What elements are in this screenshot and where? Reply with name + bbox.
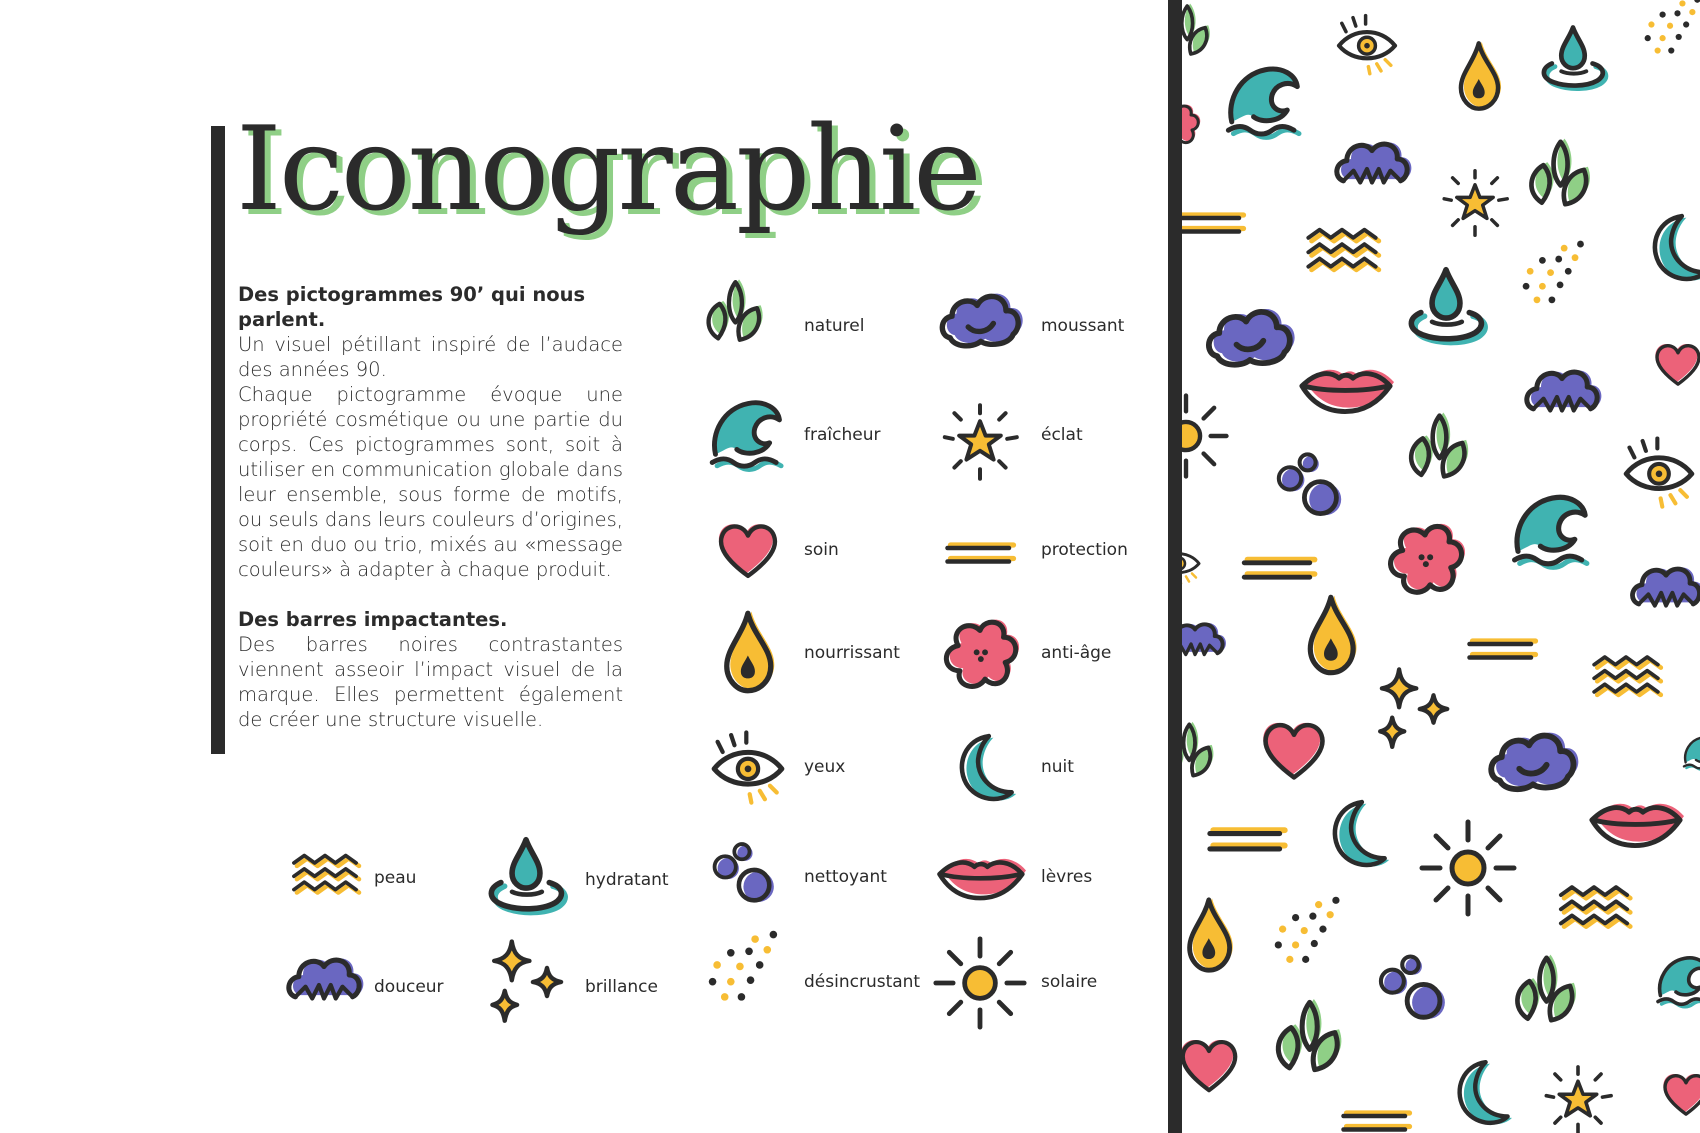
icon-label-hydratant: hydratant bbox=[585, 870, 669, 890]
pattern-dots-icon bbox=[1522, 240, 1590, 308]
pattern-sun-icon bbox=[1418, 818, 1518, 918]
oil-drop-icon bbox=[716, 608, 778, 696]
pattern-moon-icon bbox=[1640, 210, 1700, 286]
icon-label-anti-age: anti-âge bbox=[1041, 643, 1112, 663]
heart-icon bbox=[712, 514, 784, 586]
icon-label-naturel: naturel bbox=[804, 316, 865, 336]
eye-icon bbox=[704, 730, 792, 806]
bubbles-icon bbox=[710, 838, 786, 914]
pattern-double-bar-icon bbox=[1464, 632, 1544, 662]
pattern-lips-icon bbox=[1586, 796, 1684, 848]
icon-pattern-panel bbox=[1182, 0, 1700, 1133]
pattern-cotton-icon bbox=[1626, 556, 1700, 620]
pattern-star-burst-icon bbox=[1542, 1064, 1614, 1133]
pattern-zigzag-waves-icon bbox=[1588, 654, 1664, 704]
pattern-water-drop-icon bbox=[1394, 266, 1498, 346]
lips-icon bbox=[934, 852, 1026, 900]
pattern-wave-icon bbox=[1652, 950, 1700, 1010]
pattern-oil-drop-icon bbox=[1300, 592, 1360, 678]
icon-label-eclat: éclat bbox=[1041, 425, 1083, 445]
pattern-double-bar-icon bbox=[1182, 206, 1250, 236]
sparkles-icon bbox=[484, 938, 566, 1026]
pattern-leaves-icon bbox=[1182, 718, 1220, 782]
pattern-double-bar-icon bbox=[1338, 1104, 1418, 1133]
page-title: Iconographie bbox=[236, 102, 979, 237]
pattern-leaves-icon bbox=[1182, 0, 1216, 60]
pattern-lips-icon bbox=[1296, 362, 1394, 414]
cloud-icon bbox=[934, 282, 1024, 354]
intro-paragraph-visual: Un visuel pétillant inspiré de l’audace des années 90. bbox=[238, 333, 623, 381]
icon-label-levres: lèvres bbox=[1041, 867, 1093, 887]
pattern-moon-icon bbox=[1446, 1056, 1512, 1130]
pattern-cloud-icon bbox=[1482, 720, 1580, 798]
leaves-icon bbox=[698, 275, 770, 347]
pattern-cotton-icon bbox=[1520, 358, 1604, 426]
intro-paragraph-bars: Des barres noires contrastantes viennent asseoir l’impact visuel de la marque. Elles permettent également de créer une structure visuelle. bbox=[238, 633, 623, 731]
intro-heading-bars: Des barres impactantes. bbox=[238, 608, 508, 631]
pattern-sparkles-icon bbox=[1372, 666, 1452, 752]
pattern-moon-icon bbox=[1320, 796, 1390, 872]
pattern-leaves-icon bbox=[1266, 994, 1350, 1078]
pattern-dots-icon bbox=[1642, 0, 1700, 58]
pattern-sun-icon bbox=[1182, 392, 1230, 480]
pattern-oil-drop-icon bbox=[1182, 892, 1236, 978]
icon-label-solaire: solaire bbox=[1041, 972, 1098, 992]
wave-icon bbox=[704, 392, 786, 474]
pattern-eye-icon bbox=[1332, 12, 1402, 78]
pattern-double-bar-icon bbox=[1204, 820, 1294, 854]
intro-text bbox=[238, 282, 623, 732]
intro-heading-pictograms: Des pictogrammes 90’ qui nous parlent. bbox=[238, 283, 586, 331]
pattern-water-drop-icon bbox=[1530, 20, 1616, 96]
pattern-flower-icon bbox=[1182, 100, 1202, 150]
pattern-leaves-icon bbox=[1520, 134, 1598, 212]
dots-icon bbox=[706, 930, 786, 1006]
pattern-star-burst-icon bbox=[1440, 168, 1510, 238]
pattern-oil-drop-icon bbox=[1452, 38, 1504, 114]
pattern-wave-icon bbox=[1680, 732, 1700, 772]
icon-label-soin: soin bbox=[804, 540, 839, 560]
zigzag-waves-icon bbox=[288, 852, 362, 902]
pattern-cloud-icon bbox=[1200, 296, 1296, 374]
pattern-zigzag-waves-icon bbox=[1302, 226, 1382, 280]
icon-label-douceur: douceur bbox=[374, 977, 444, 997]
pattern-cotton-icon bbox=[1330, 130, 1414, 198]
pattern-zigzag-waves-icon bbox=[1554, 884, 1634, 936]
icon-label-nourrissant: nourrissant bbox=[804, 643, 900, 663]
pattern-bubbles-icon bbox=[1274, 448, 1354, 528]
icon-label-desincrustant: désincrustant bbox=[804, 972, 921, 992]
water-drop-icon bbox=[474, 836, 578, 916]
pattern-heart-icon bbox=[1658, 1066, 1700, 1122]
icon-label-yeux: yeux bbox=[804, 757, 846, 777]
pattern-double-bar-icon bbox=[1240, 550, 1322, 582]
pattern-eye-icon bbox=[1182, 540, 1204, 586]
pattern-leaves-icon bbox=[1506, 950, 1584, 1028]
pattern-eye-icon bbox=[1618, 436, 1700, 510]
pattern-heart-icon bbox=[1182, 1030, 1244, 1100]
pattern-bubbles-icon bbox=[1376, 950, 1458, 1032]
icon-label-brillance: brillance bbox=[585, 977, 658, 997]
icon-label-nuit: nuit bbox=[1041, 757, 1074, 777]
star-burst-icon bbox=[940, 402, 1020, 482]
pattern-wave-icon bbox=[1220, 58, 1304, 142]
pattern-flower-icon bbox=[1378, 516, 1472, 602]
double-bar-icon bbox=[942, 536, 1022, 566]
moon-icon bbox=[946, 730, 1018, 806]
intro-paragraph-pictograms: Chaque pictogramme évoque une propriété cosmétique ou une partie du corps. Ces pictogrammes sont, soit à utiliser en communication globale dans leur ensemble, sous forme de motifs, ou seuls dans leurs couleurs d’origines, soit en duo ou trio, mixés au «message couleurs» à adapter à chaque produit. bbox=[238, 383, 623, 581]
pattern-leaves-icon bbox=[1400, 408, 1476, 484]
icon-label-moussant: moussant bbox=[1041, 316, 1125, 336]
icon-label-nettoyant: nettoyant bbox=[804, 867, 887, 887]
pattern-cotton-icon bbox=[1182, 612, 1228, 668]
icon-label-protection: protection bbox=[1041, 540, 1128, 560]
vertical-divider-bar bbox=[1168, 0, 1182, 1133]
pattern-dots-icon bbox=[1272, 896, 1348, 968]
accent-bar bbox=[211, 126, 225, 754]
cotton-icon bbox=[282, 946, 366, 1014]
sun-icon bbox=[932, 935, 1028, 1031]
icon-label-fraicheur: fraîcheur bbox=[804, 425, 881, 445]
pattern-heart-icon bbox=[1256, 712, 1332, 788]
flower-icon bbox=[934, 612, 1026, 696]
pattern-heart-icon bbox=[1650, 336, 1700, 392]
icon-label-peau: peau bbox=[374, 868, 417, 888]
pattern-wave-icon bbox=[1506, 486, 1592, 572]
